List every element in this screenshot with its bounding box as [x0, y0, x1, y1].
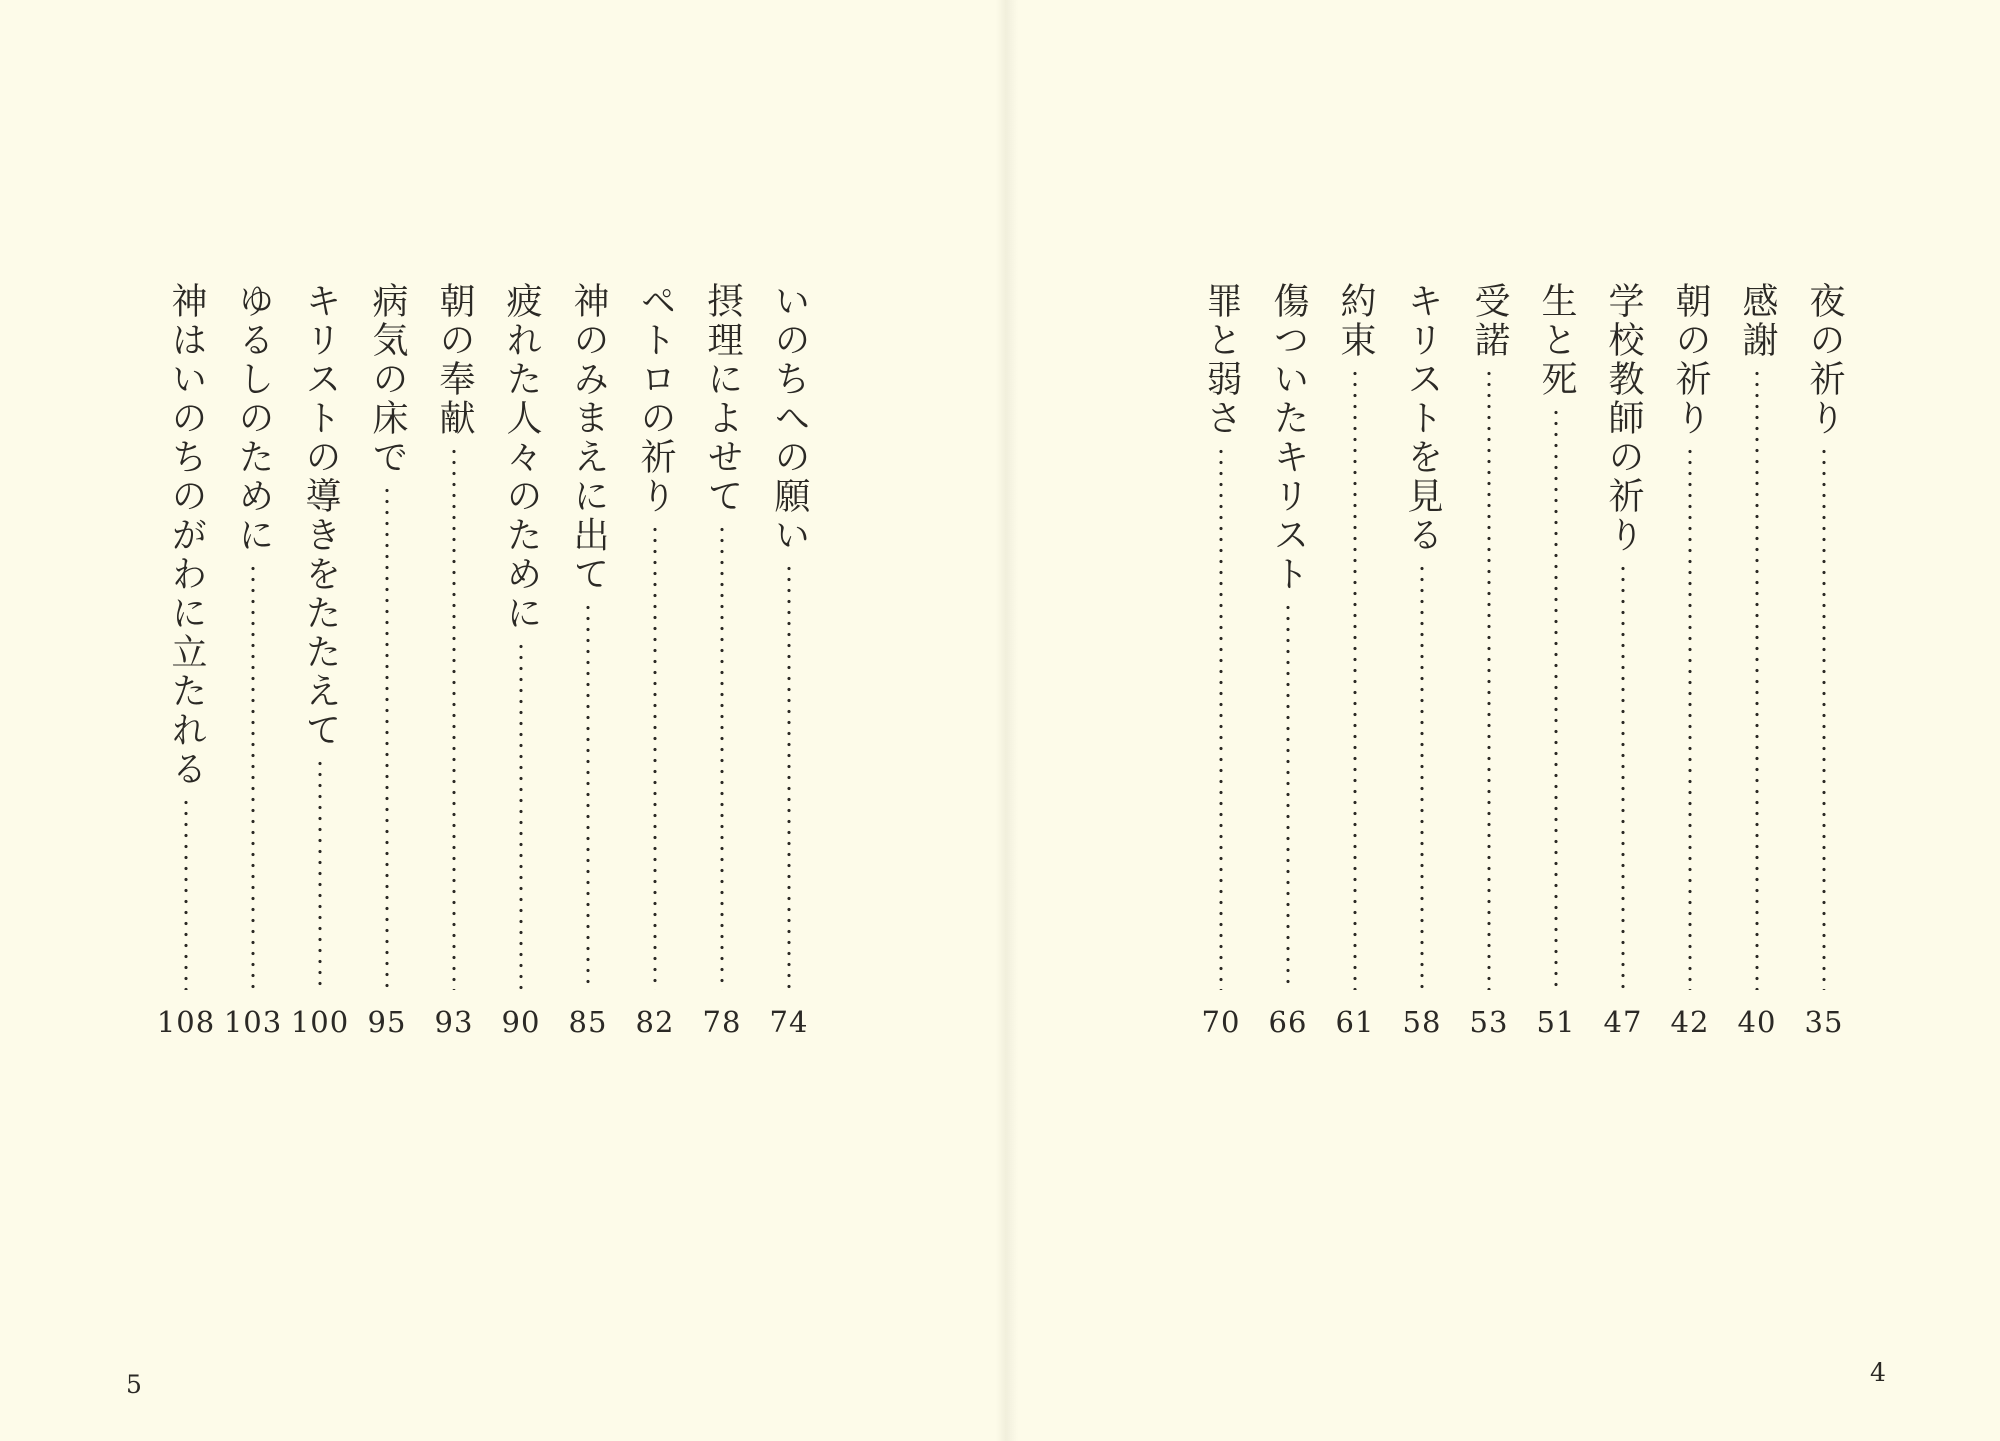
toc-entry-page-number: 95: [367, 1005, 407, 1039]
toc-leader-dots: [1218, 446, 1224, 990]
toc-entry-page-number: 47: [1603, 1005, 1643, 1039]
toc-leader-dots: [1486, 368, 1492, 990]
toc-entry-page-number: 78: [702, 1005, 742, 1039]
toc-entry: [1327, 282, 1383, 1042]
toc-entry-page-number: 58: [1402, 1005, 1442, 1039]
toc-entry-title: 朝の奉献: [434, 282, 475, 438]
toc-entry: [225, 282, 281, 1042]
toc-leader-dots: [518, 641, 524, 990]
toc-entry: [1394, 282, 1450, 1042]
toc-entry-page-number: 74: [769, 1005, 809, 1039]
toc-entry-title: 摂理によせて: [702, 282, 743, 516]
toc-leader-dots: [1821, 446, 1827, 990]
toc-leader-dots: [1620, 563, 1626, 990]
toc-entry-title: ゆるしのために: [233, 282, 274, 555]
toc-entry: [1662, 282, 1718, 1042]
toc-entry-page-number: 93: [434, 1005, 474, 1039]
toc-entry-title: 傷ついたキリスト: [1268, 282, 1309, 594]
right-page-number: 4: [1870, 1358, 1886, 1387]
toc-entry-title: 生と死: [1536, 282, 1577, 399]
toc-entry: [1193, 282, 1249, 1042]
toc-leader-dots: [384, 485, 390, 990]
toc-entry-title: キリストを見る: [1402, 282, 1443, 555]
left-page-number: 5: [126, 1370, 142, 1399]
toc-entry-title: 感謝: [1737, 282, 1778, 360]
toc-leader-dots: [585, 602, 591, 990]
toc-leader-dots: [183, 797, 189, 990]
toc-entry-page-number: 70: [1201, 1005, 1241, 1039]
toc-leader-dots: [451, 446, 457, 990]
toc-entry-title: 約束: [1335, 282, 1376, 360]
toc-leader-dots: [1419, 563, 1425, 990]
toc-leader-dots: [719, 524, 725, 990]
toc-entry: [493, 282, 549, 1042]
toc-entry-title: 神のみまえに出て: [568, 282, 609, 594]
toc-leader-dots: [250, 563, 256, 990]
toc-leader-dots: [1553, 407, 1559, 990]
toc-entry-page-number: 40: [1737, 1005, 1777, 1039]
toc-entry-page-number: 85: [568, 1005, 608, 1039]
toc-entry-page-number: 100: [290, 1005, 350, 1039]
toc-entry-title: 罪と弱さ: [1201, 282, 1242, 438]
toc-entry-page-number: 82: [635, 1005, 675, 1039]
toc-entry-page-number: 90: [501, 1005, 541, 1039]
toc-entry: [560, 282, 616, 1042]
toc-entry: [694, 282, 750, 1042]
toc-leader-dots: [317, 758, 323, 990]
toc-entry-page-number: 51: [1536, 1005, 1576, 1039]
toc-leader-dots: [1285, 602, 1291, 990]
toc-entry-page-number: 61: [1335, 1005, 1375, 1039]
toc-leader-dots: [652, 524, 658, 990]
toc-entry: [1260, 282, 1316, 1042]
toc-entry: [1595, 282, 1651, 1042]
toc-entry-title: 受諾: [1469, 282, 1510, 360]
toc-leader-dots: [1754, 368, 1760, 990]
toc-entry: [292, 282, 348, 1042]
toc-entry: [426, 282, 482, 1042]
toc-entry-title: 神はいのちのがわに立たれる: [166, 282, 207, 789]
toc-entry-page-number: 103: [223, 1005, 283, 1039]
toc-entry-title: 朝の祈り: [1670, 282, 1711, 438]
toc-entry-page-number: 66: [1268, 1005, 1308, 1039]
toc-entry: [1796, 282, 1852, 1042]
toc-entry: [1461, 282, 1517, 1042]
toc-entry-title: 疲れた人々のために: [501, 282, 542, 633]
toc-entry: [627, 282, 683, 1042]
toc-entry-title: 夜の祈り: [1804, 282, 1845, 438]
toc-entry: [1729, 282, 1785, 1042]
toc-entry-title: キリストの導きをたたえて: [300, 282, 341, 750]
toc-leader-dots: [1687, 446, 1693, 990]
toc-entry: [761, 282, 817, 1042]
toc-entry: [359, 282, 415, 1042]
toc-entry-page-number: 35: [1804, 1005, 1844, 1039]
book-gutter: [996, 0, 1018, 1441]
toc-leader-dots: [786, 563, 792, 990]
toc-entry-page-number: 42: [1670, 1005, 1710, 1039]
toc-entry: [1528, 282, 1584, 1042]
toc-entry-title: 学校教師の祈り: [1603, 282, 1644, 555]
toc-entry-title: いのちへの願い: [769, 282, 810, 555]
toc-entry-page-number: 53: [1469, 1005, 1509, 1039]
toc-entry-page-number: 108: [156, 1005, 216, 1039]
toc-entry-title: ペトロの祈り: [635, 282, 676, 516]
toc-leader-dots: [1352, 368, 1358, 990]
toc-entry: [158, 282, 214, 1042]
toc-entry-title: 病気の床で: [367, 282, 408, 477]
